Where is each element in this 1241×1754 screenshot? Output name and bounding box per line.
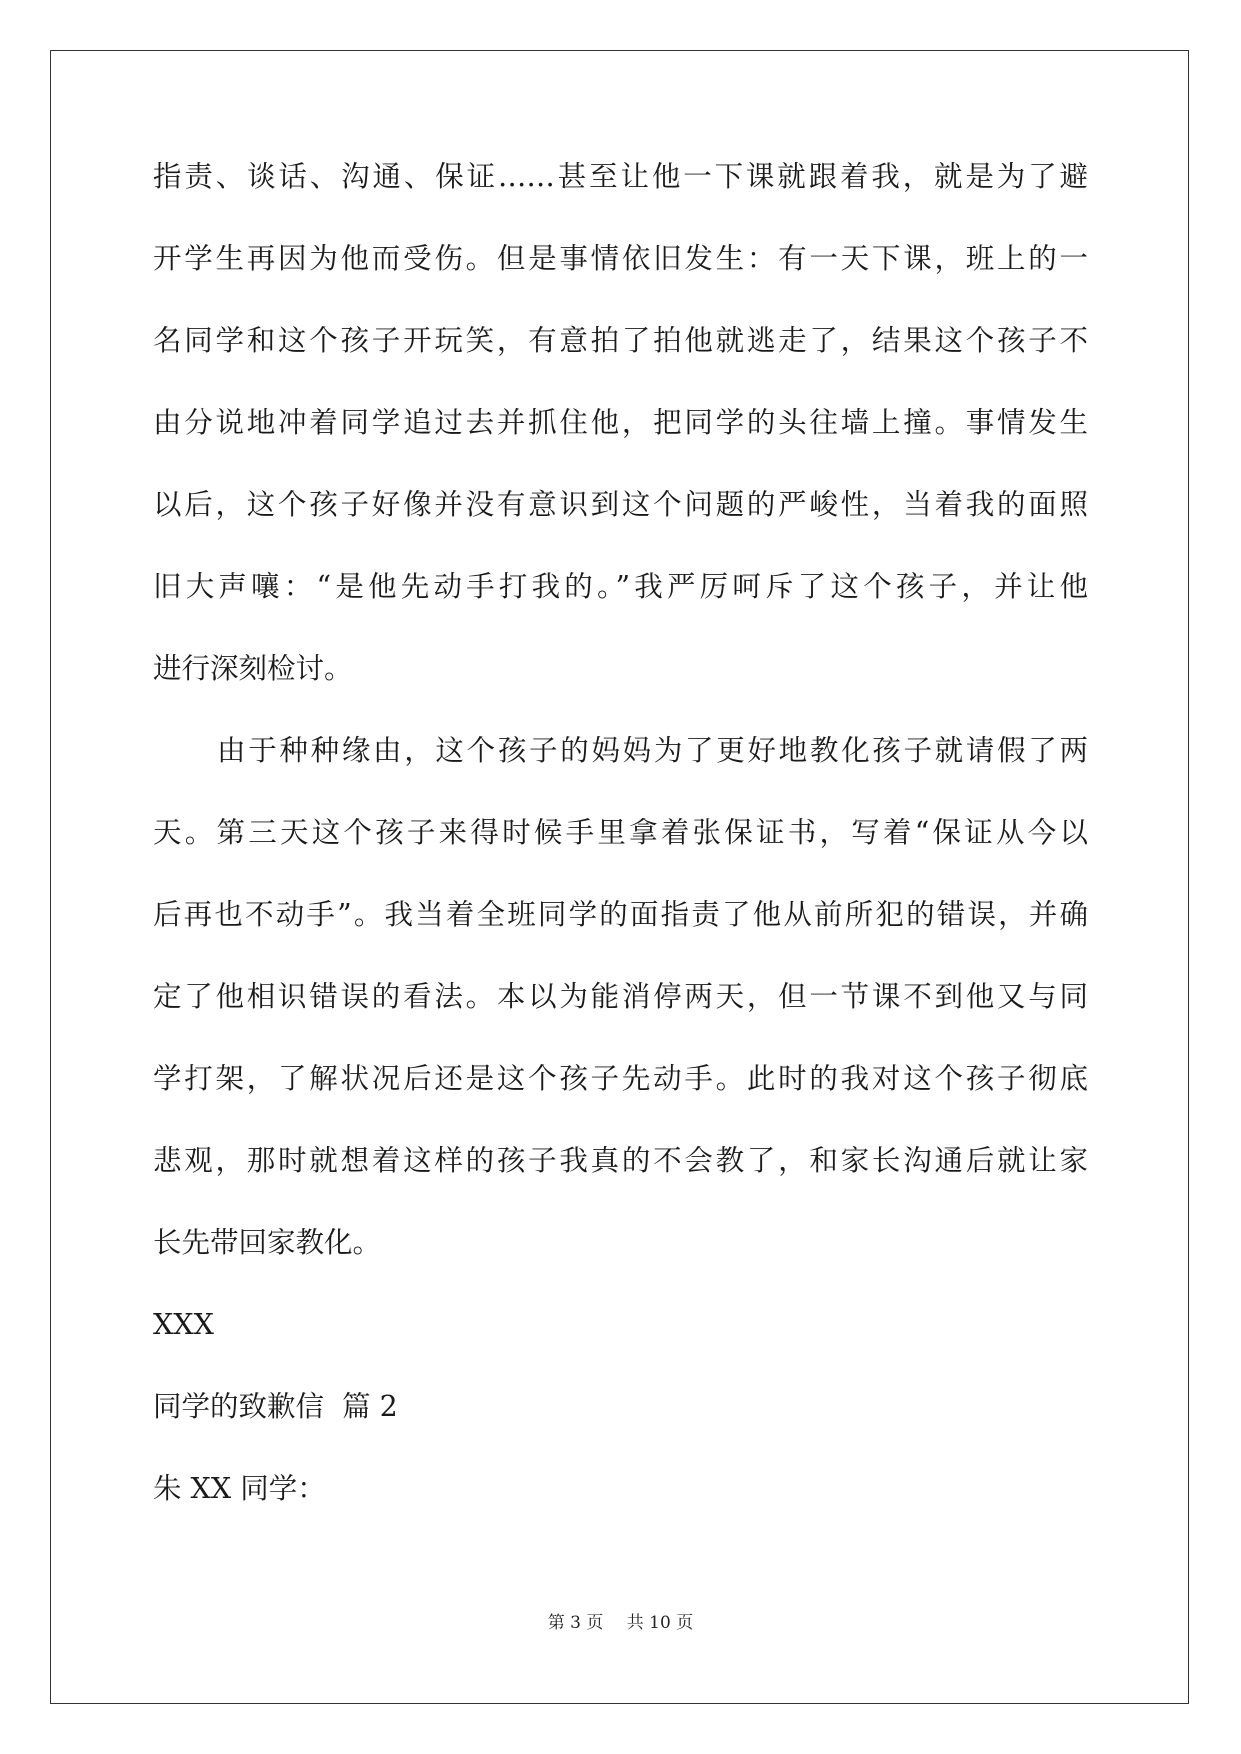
paragraph-1 [153,160,1088,737]
section-title: 同学的致歉信 篇 2 [153,1390,398,1423]
page-footer [0,1608,1241,1633]
page-total: 共 10 页 [626,1613,694,1633]
text-line: 悲观，那时就想着这样的孩子我真的不会教了，和家长沟通后就让家 [153,1144,1088,1177]
text-line: 长先带回家教化。 [153,1226,382,1259]
text-line: 后再也不动手”。我当着全班同学的面指责了他从前所犯的错误，并确 [153,898,1088,931]
text-line: 以后，这个孩子好像并没有意识到这个问题的严峻性，当着我的面照 [153,488,1088,521]
signature: XXX [153,1308,214,1341]
text-line: 学打架，了解状况后还是这个孩子先动手。此时的我对这个孩子彻底 [153,1062,1088,1095]
text-line: 旧大声嚷：“是他先动手打我的。”我严厉呵斥了这个孩子，并让他 [153,570,1088,603]
salutation: 朱 XX 同学： [153,1472,326,1505]
text-line: 由分说地冲着同学追过去并抓住他，把同学的头往墙上撞。事情发生 [153,406,1088,439]
text-line: 名同学和这个孩子开玩笑，有意拍了拍他就逃走了，结果这个孩子不 [153,324,1088,357]
text-line: 定了他相识错误的看法。本以为能消停两天，但一节课不到他又与同 [153,980,1088,1013]
page-number: 第 3 页 [547,1613,604,1633]
text-line: 天。第三天这个孩子来得时候手里拿着张保证书，写着“保证从今以 [153,816,1088,849]
text-line: 指责、谈话、沟通、保证……甚至让他一下课就跟着我，就是为了避 [153,160,1088,193]
text-line: 由于种种缘由，这个孩子的妈妈为了更好地教化孩子就请假了两 [217,734,1088,767]
paragraph-2 [153,734,1088,1311]
text-line: 进行深刻检讨。 [153,652,353,685]
text-line: 开学生再因为他而受伤。但是事情依旧发生：有一天下课，班上的一 [153,242,1088,275]
document-body [153,160,1088,1557]
